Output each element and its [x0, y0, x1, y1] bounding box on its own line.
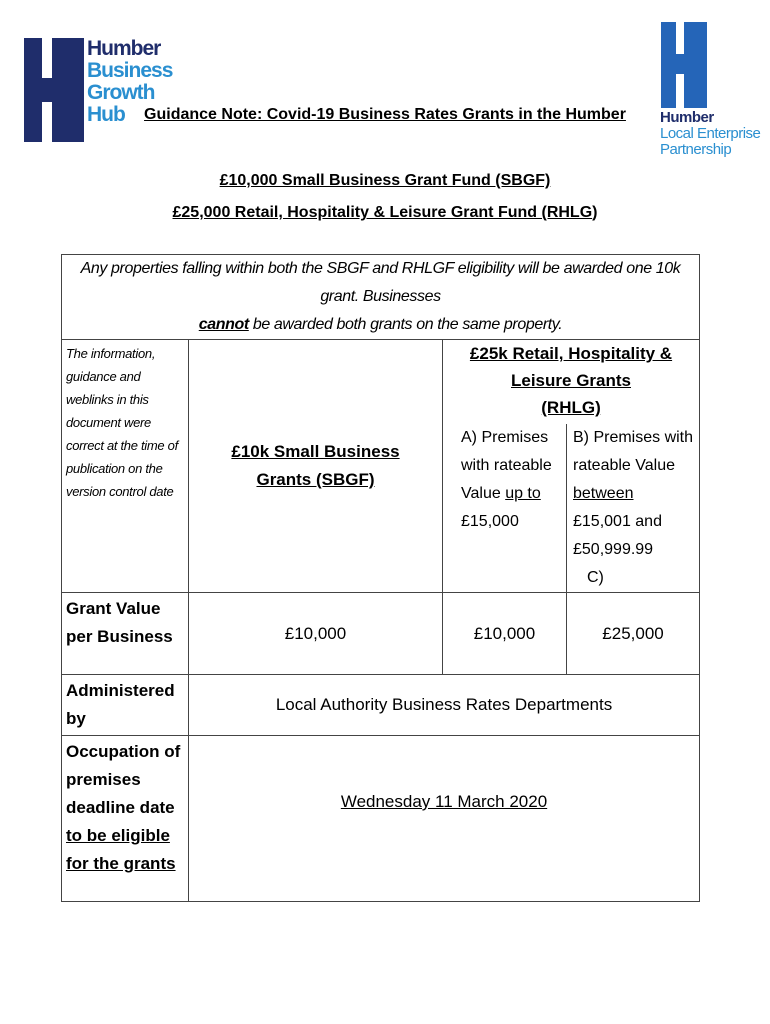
occupation-deadline-value: Wednesday 11 March 2020 — [189, 736, 700, 902]
sbgf-column-heading: £10k Small Business Grants (SBGF) — [189, 340, 443, 593]
rhlg-band-b: B) Premises with rateable Value between £15,001 and £50,999.99 C) — [567, 424, 700, 593]
document-title: Guidance Note: Covid-19 Business Rates Grants in the Humber — [144, 106, 626, 123]
logo-text-line2: Business — [87, 59, 173, 82]
lep-logo-line3: Partnership — [660, 141, 732, 158]
grant-value-sbgf: £10,000 — [189, 593, 443, 675]
occupation-deadline-label: Occupation of premises deadline date to be eligible for the grants — [62, 736, 189, 902]
logo-h-mark — [24, 38, 84, 142]
humber-lep-logo — [660, 22, 761, 172]
logo-text-line1: Humber — [87, 37, 161, 60]
disclaimer-cell: The information, guidance and weblinks in this document were correct at the time of publication on the version control date — [62, 340, 189, 593]
humber-business-growth-hub-logo — [24, 37, 173, 144]
logo-h-mark — [661, 22, 707, 108]
lep-logo-line2: Local Enterprise — [660, 125, 761, 142]
grant-value-band-b: £25,000 — [567, 593, 700, 675]
grant-value-band-a: £10,000 — [443, 593, 567, 675]
administered-by-label: Administered by — [62, 675, 189, 736]
eligibility-notice: Any properties falling within both the SBGF and RHLGF eligibility will be awarded one 10k grant. Businesses cannot be awarded both grants on the same property. — [62, 255, 700, 340]
lep-logo-line1: Humber — [660, 109, 714, 126]
rhlg-column-heading: £25k Retail, Hospitality & Leisure Grants (RHLG) — [443, 340, 700, 425]
fund-heading-rhlg: £25,000 Retail, Hospitality & Leisure Grant Fund (RHLG) — [172, 204, 598, 221]
rhlg-band-a: A) Premises with rateable Value up to £15,000 — [443, 424, 567, 593]
grant-value-label: Grant Value per Business — [62, 593, 189, 675]
administered-by-value: Local Authority Business Rates Departments — [189, 675, 700, 736]
grants-table — [61, 254, 700, 902]
logo-text-line4: Hub — [87, 103, 125, 126]
logo-text-line3: Growth — [87, 81, 155, 104]
fund-heading-sbgf: £10,000 Small Business Grant Fund (SBGF) — [219, 172, 551, 189]
